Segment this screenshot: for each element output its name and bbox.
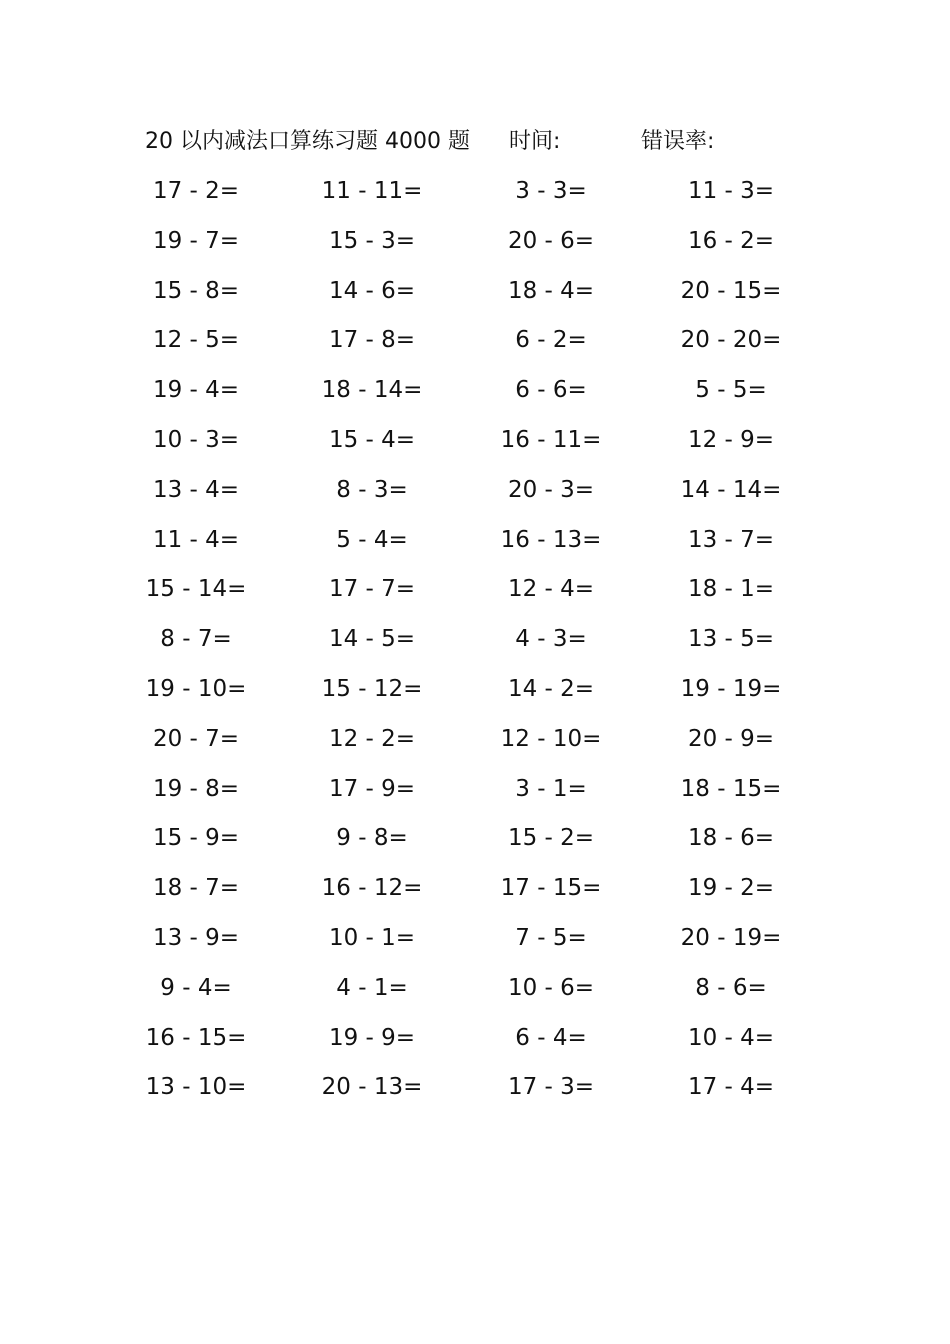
problem-item: 4 - 3= xyxy=(515,626,587,653)
problem-item: 11 - 4= xyxy=(152,526,240,553)
problem-item: 18 - 6= xyxy=(687,825,775,852)
problem-item: 17 - 9= xyxy=(328,775,416,802)
problem-item: 19 - 7= xyxy=(152,227,240,254)
problem-item: 13 - 4= xyxy=(152,476,240,503)
problem-item: 16 - 15= xyxy=(145,1024,247,1051)
problem-item: 14 - 2= xyxy=(507,676,595,702)
problem-item: 15 - 9= xyxy=(152,825,240,852)
problem-grid xyxy=(0,166,950,1126)
problem-item: 15 - 12= xyxy=(321,676,423,702)
problem-item: 17 - 2= xyxy=(152,178,240,204)
worksheet-header xyxy=(0,124,950,160)
problem-item: 18 - 7= xyxy=(152,875,240,902)
problem-item: 8 - 6= xyxy=(695,974,767,1001)
problem-item: 17 - 8= xyxy=(328,327,416,354)
problem-item: 7 - 5= xyxy=(515,925,587,951)
problem-item: 19 - 4= xyxy=(152,377,240,404)
problem-item: 20 - 3= xyxy=(507,476,595,503)
problem-item: 15 - 14= xyxy=(145,576,247,603)
problem-item: 13 - 5= xyxy=(687,626,775,653)
problem-item: 20 - 15= xyxy=(680,277,782,304)
problem-item: 15 - 4= xyxy=(328,427,416,453)
problem-item: 19 - 19= xyxy=(680,676,782,702)
problem-item: 13 - 9= xyxy=(152,925,240,951)
problem-item: 15 - 3= xyxy=(328,227,416,254)
problem-item: 10 - 4= xyxy=(687,1024,775,1051)
problem-item: 12 - 5= xyxy=(152,327,240,354)
problem-item: 14 - 6= xyxy=(328,277,416,304)
problem-item: 14 - 14= xyxy=(680,476,782,503)
problem-item: 3 - 1= xyxy=(515,775,587,802)
problem-item: 20 - 20= xyxy=(680,327,782,354)
problem-item: 10 - 1= xyxy=(328,925,416,951)
error-rate-label: 错误率: xyxy=(641,129,715,154)
time-label: 时间: xyxy=(509,129,561,154)
problem-item: 12 - 2= xyxy=(328,725,416,752)
problem-item: 18 - 15= xyxy=(680,775,782,802)
problem-item: 4 - 1= xyxy=(336,974,408,1001)
problem-item: 20 - 19= xyxy=(680,925,782,951)
problem-item: 17 - 3= xyxy=(507,1074,595,1101)
problem-item: 12 - 10= xyxy=(500,725,602,752)
problem-item: 13 - 10= xyxy=(145,1074,247,1101)
problem-item: 10 - 6= xyxy=(507,974,595,1001)
problem-item: 3 - 3= xyxy=(515,178,587,204)
problem-item: 19 - 8= xyxy=(152,775,240,802)
problem-item: 19 - 2= xyxy=(687,875,775,902)
problem-item: 16 - 13= xyxy=(500,526,602,553)
problem-item: 18 - 14= xyxy=(321,377,423,404)
problem-item: 17 - 4= xyxy=(687,1074,775,1101)
problem-item: 18 - 1= xyxy=(687,576,775,603)
problem-item: 8 - 7= xyxy=(160,626,232,653)
problem-item: 5 - 4= xyxy=(336,526,408,553)
problem-item: 18 - 4= xyxy=(507,277,595,304)
problem-item: 20 - 7= xyxy=(152,725,240,752)
problem-item: 14 - 5= xyxy=(328,626,416,653)
problem-item: 11 - 3= xyxy=(687,178,775,204)
problem-item: 12 - 4= xyxy=(507,576,595,603)
problem-item: 10 - 3= xyxy=(152,427,240,453)
problem-item: 16 - 11= xyxy=(500,427,602,453)
problem-item: 16 - 2= xyxy=(687,227,775,254)
problem-item: 6 - 2= xyxy=(515,327,587,354)
problem-item: 20 - 13= xyxy=(321,1074,423,1101)
worksheet-title: 20 以内减法口算练习题 4000 题 xyxy=(145,129,470,154)
problem-item: 11 - 11= xyxy=(321,178,423,204)
problem-item: 17 - 15= xyxy=(500,875,602,902)
problem-item: 5 - 5= xyxy=(695,377,767,404)
problem-item: 20 - 9= xyxy=(687,725,775,752)
problem-item: 16 - 12= xyxy=(321,875,423,902)
problem-item: 19 - 9= xyxy=(328,1024,416,1051)
problem-item: 13 - 7= xyxy=(687,526,775,553)
problem-item: 9 - 8= xyxy=(336,825,408,852)
problem-item: 17 - 7= xyxy=(328,576,416,603)
problem-item: 15 - 2= xyxy=(507,825,595,852)
problem-item: 19 - 10= xyxy=(145,676,247,702)
problem-item: 9 - 4= xyxy=(160,974,232,1001)
problem-item: 6 - 4= xyxy=(515,1024,587,1051)
problem-item: 8 - 3= xyxy=(336,476,408,503)
problem-item: 12 - 9= xyxy=(687,427,775,453)
problem-item: 20 - 6= xyxy=(507,227,595,254)
problem-item: 6 - 6= xyxy=(515,377,587,404)
problem-item: 15 - 8= xyxy=(152,277,240,304)
